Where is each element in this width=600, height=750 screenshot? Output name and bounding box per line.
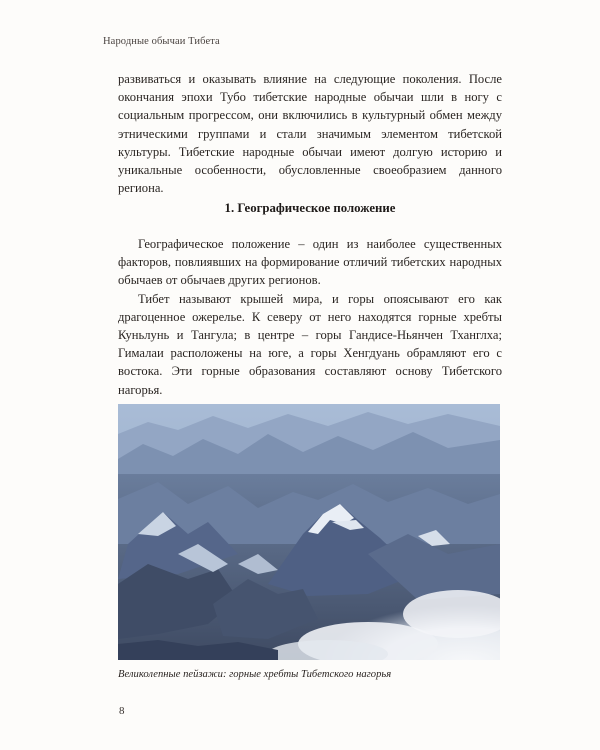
photo-caption: Великолепные пейзажи: горные хребты Тибетского нагорья [118, 669, 392, 680]
section-text [118, 235, 502, 399]
mountain-photo [118, 404, 500, 660]
intro-text [118, 70, 502, 197]
section-heading: 1. Географическое положение [224, 201, 396, 215]
running-head: Народные обычаи Тибета [103, 36, 220, 47]
page-number: 8 [119, 705, 125, 717]
paragraph-mountains: Тибет называют крышей мира, и горы опоясывают его как драгоценное ожерелье. К северу от него находятся горные хребты Куньлунь и Тангула; в центре – горы Гандисе-Ньянчен Тханглха; Гималаи расположены на юге, а горы Хенгдуань обрамляют его с востока. Эти горные образования составляют основу Тибетского нагорья. [118, 291, 502, 397]
intro-paragraph: развиваться и оказывать влияние на следующие поколения. После окончания эпохи Тубо тибетские народные обычаи шли в ногу с социальным прогрессом, они включились в культурный обмен между этническими группами и стали значимым элементом тибетской культуры. Тибетские народные обычаи имеют долгую историю и уникальные особенности, обусловленные своеобразием данного региона. [118, 72, 502, 196]
mountain-photo-illustration [118, 404, 500, 660]
paragraph-geography: Географическое положение – один из наиболее существенных факторов, повлиявших на формирование отличий тибетских народных обычаев от обычаев других регионов. [118, 237, 502, 288]
